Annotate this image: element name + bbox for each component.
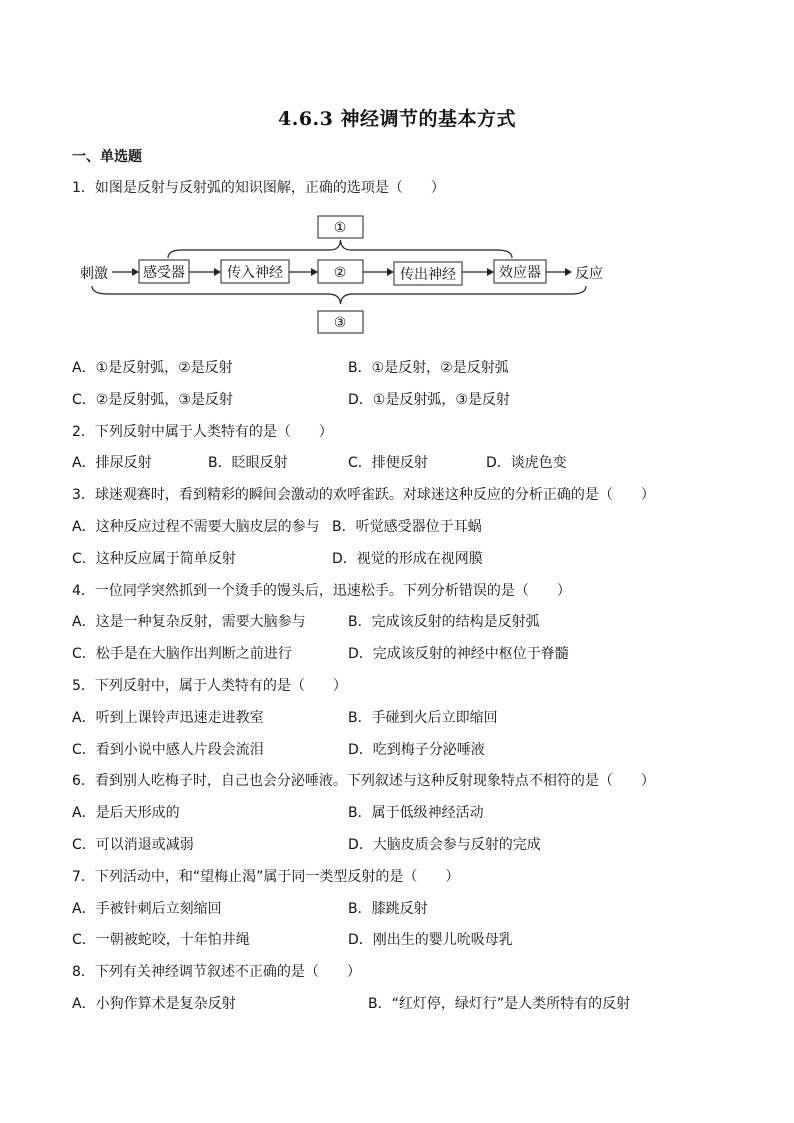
question-8-stem: 8．下列有关神经调节叙述不正确的是（ ） — [72, 964, 361, 980]
bottom-box-label: ③ — [333, 315, 347, 331]
q2-option-b: B．眨眼反射 — [208, 455, 288, 471]
q2-option-c: C．排便反射 — [348, 455, 428, 471]
q7-option-c: C．一朝被蛇咬，十年怕井绳 — [72, 932, 250, 948]
q1-option-b: B．①是反射，②是反射弧 — [348, 360, 509, 376]
afferent-label: 传入神经 — [227, 265, 283, 281]
q3-option-c: C．这种反应属于简单反射 — [72, 551, 236, 567]
q7-option-d: D．刚出生的婴儿吮吸母乳 — [348, 932, 513, 948]
q1-option-d: D．①是反射弧，③是反射 — [348, 392, 510, 408]
q4-option-a: A．这是一种复杂反射，需要大脑参与 — [72, 614, 306, 630]
q5-option-b: B．手碰到火后立即缩回 — [348, 710, 498, 726]
reflex-arc-diagram — [72, 210, 632, 340]
top-brace — [168, 240, 512, 258]
question-2-stem: 2．下列反射中属于人类特有的是（ ） — [72, 424, 333, 440]
q1-option-c: C．②是反射弧，③是反射 — [72, 392, 233, 408]
q4-option-b: B．完成该反射的结构是反射弧 — [348, 614, 540, 630]
q8-option-a: A．小狗作算术是复杂反射 — [72, 996, 236, 1012]
page-title: 4.6.3 神经调节的基本方式 — [277, 108, 516, 130]
effector-label: 效应器 — [499, 265, 541, 281]
q4-option-c: C．松手是在大脑作出判断之前进行 — [72, 646, 292, 662]
q7-option-b: B．膝跳反射 — [348, 901, 428, 917]
response-label: 反应 — [575, 266, 603, 282]
center-label: ② — [333, 265, 347, 281]
question-1-stem: 1．如图是反射与反射弧的知识图解，正确的选项是（ ） — [72, 180, 445, 196]
q7-option-a: A．手被针刺后立刻缩回 — [72, 901, 222, 917]
question-6-stem: 6．看到别人吃梅子时，自己也会分泌唾液。下列叙述与这种反射现象特点不相符的是（ ） — [72, 773, 655, 789]
q1-option-a: A．①是反射弧，②是反射 — [72, 360, 233, 376]
q3-option-b: B．听觉感受器位于耳蜗 — [332, 519, 482, 535]
question-3-stem: 3．球迷观赛时，看到精彩的瞬间会激动的欢呼雀跃。对球迷这种反应的分析正确的是（ ） — [72, 487, 655, 503]
q6-option-c: C．可以消退或减弱 — [72, 837, 194, 853]
efferent-label: 传出神经 — [400, 267, 456, 283]
q3-option-d: D．视觉的形成在视网膜 — [332, 551, 483, 567]
q6-option-b: B．属于低级神经活动 — [348, 805, 484, 821]
q2-option-a: A．排尿反射 — [72, 455, 152, 471]
section-heading: 一、单选题 — [72, 149, 142, 165]
q5-option-d: D．吃到梅子分泌唾液 — [348, 742, 485, 758]
question-4-stem: 4．一位同学突然抓到一个烫手的馒头后，迅速松手。下列分析错误的是（ ） — [72, 583, 571, 599]
q4-option-d: D．完成该反射的神经中枢位于脊髓 — [348, 646, 569, 662]
q5-option-a: A．听到上课铃声迅速走进教室 — [72, 710, 264, 726]
bottom-brace — [92, 286, 586, 304]
stimulus-label: 刺激 — [80, 266, 108, 282]
q5-option-c: C．看到小说中感人片段会流泪 — [72, 742, 264, 758]
q2-option-d: D．谈虎色变 — [486, 455, 567, 471]
q3-option-a: A．这种反应过程不需要大脑皮层的参与 — [72, 519, 320, 535]
question-7-stem: 7．下列活动中，和“望梅止渴”属于同一类型反射的是（ ） — [72, 869, 460, 885]
receptor-label: 感受器 — [143, 265, 185, 281]
q8-option-b: B．“红灯停，绿灯行”是人类所特有的反射 — [368, 996, 631, 1012]
q6-option-d: D．大脑皮质会参与反射的完成 — [348, 837, 541, 853]
q6-option-a: A．是后天形成的 — [72, 805, 180, 821]
top-box-label: ① — [333, 220, 347, 236]
question-5-stem: 5．下列反射中，属于人类特有的是（ ） — [72, 678, 347, 694]
